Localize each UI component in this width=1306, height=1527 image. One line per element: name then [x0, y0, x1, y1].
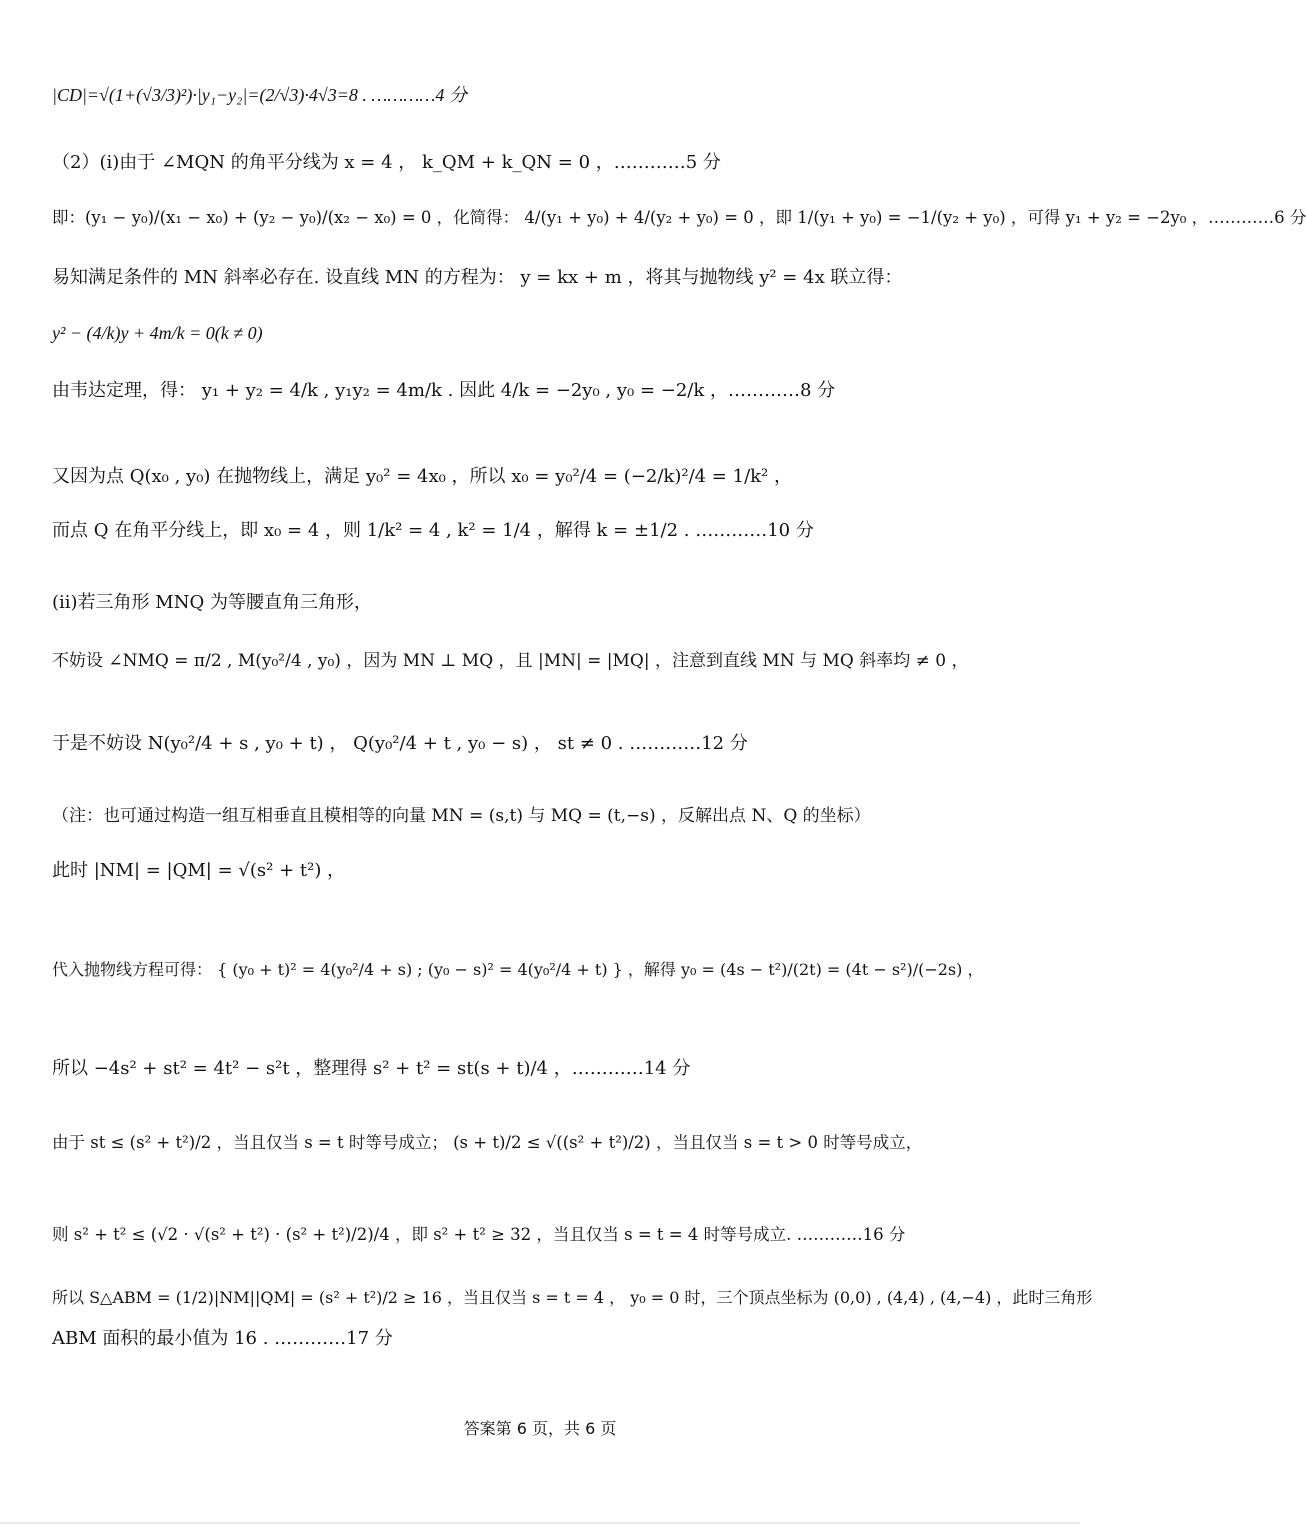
bound-line: 则 s² + t² ≤ (√2 · √(s² + t²) · (s² + t²)/2)/4 ，即 s² + t² ≥ 32 ，当且仅当 s = t = 4 时等号成立. …………16 分: [52, 1225, 906, 1244]
slope-sum-line: 即：(y₁ − y₀)/(x₁ − x₀) + (y₂ − y₀)/(x₂ − x₀) = 0 ，化简得： 4/(y₁ + y₀) + 4/(y₂ + y₀) = 0 ，即 1/(y₁ + y₀) = −1/(y₂ + y₀) ，可得 y₁ + y₂ = −2y₀ ，…………6 分: [52, 208, 1306, 227]
equal-lengths-line: 此时 |NM| = |QM| = √(s² + t²) ，: [52, 860, 346, 881]
bottom-divider: [0, 1522, 1080, 1524]
cd-length-line: |CD|=√(1+(√3/3)²)·|y₁−y₂|=(2/√3)·4√3=8 . …………4 分: [52, 85, 467, 105]
assume-angle-line: 不妨设 ∠NMQ = π/2 , M(y₀²/4 , y₀) ，因为 MN ⊥ MQ ，且 |MN| = |MQ| ，注意到直线 MN 与 MQ 斜率均 ≠ 0 ，: [52, 651, 969, 671]
vieta-line: 由韦达定理，得： y₁ + y₂ = 4/k , y₁y₂ = 4m/k . 因此 4/k = −2y₀ , y₀ = −2/k ，…………8 分: [52, 380, 836, 401]
area-line: 所以 S△ABM = (1/2)|NM||QM| = (s² + t²)/2 ≥ 16 ，当且仅当 s = t = 4 ， y₀ = 0 时，三个顶点坐标为 (0,0) , (4,4) , (4,−4) ，此时三角形: [52, 1288, 1093, 1307]
part-2ii-intro-line: (ii)若三角形 MNQ 为等腰直角三角形，: [52, 592, 372, 613]
system-equations-line: 代入抛物线方程可得： { (y₀ + t)² = 4(y₀²/4 + s) ; (y₀ − s)² = 4(y₀²/4 + t) } ，解得 y₀ = (4s − t²)/(2t) = (4t − s²)/(−2s) ，: [52, 960, 984, 979]
part-2i-intro-line: （2）(i)由于 ∠MQN 的角平分线为 x = 4 ， k_QM + k_QN = 0 ，…………5 分: [52, 152, 721, 173]
line-mn-setup: 易知满足条件的 MN 斜率必存在. 设直线 MN 的方程为： y = kx + m ，将其与抛物线 y² = 4x 联立得：: [52, 267, 903, 288]
page-footer: 答案第 6 页，共 6 页: [463, 1419, 617, 1438]
simplify-line: 所以 −4s² + st² = 4t² − s²t ，整理得 s² + t² = st(s + t)/4 ，…………14 分: [52, 1058, 691, 1079]
solve-k-line: 而点 Q 在角平分线上，即 x₀ = 4 ，则 1/k² = 4 , k² = 1/4 ，解得 k = ±1/2 . …………10 分: [52, 520, 814, 541]
point-q-on-parabola-line: 又因为点 Q(x₀ , y₀) 在抛物线上，满足 y₀² = 4x₀ ，所以 x₀ = y₀²/4 = (−2/k)²/4 = 1/k² ，: [52, 466, 792, 487]
assume-points-line: 于是不妨设 N(y₀²/4 + s , y₀ + t) ， Q(y₀²/4 + t , y₀ − s) ， st ≠ 0 . …………12 分: [52, 733, 748, 754]
area-conclusion-line: ABM 面积的最小值为 16 . …………17 分: [52, 1328, 393, 1349]
note-line: （注：也可通过构造一组互相垂直且模相等的向量 MN = (s,t) 与 MQ = (t,−s) ，反解出点 N、Q 的坐标）: [52, 806, 871, 826]
inequality-line: 由于 st ≤ (s² + t²)/2 ，当且仅当 s = t 时等号成立； (s + t)/2 ≤ √((s² + t²)/2) ，当且仅当 s = t > 0 时等号成立，: [52, 1133, 923, 1152]
quadratic-equation-line: y² − (4/k)y + 4m/k = 0(k ≠ 0): [52, 323, 263, 343]
